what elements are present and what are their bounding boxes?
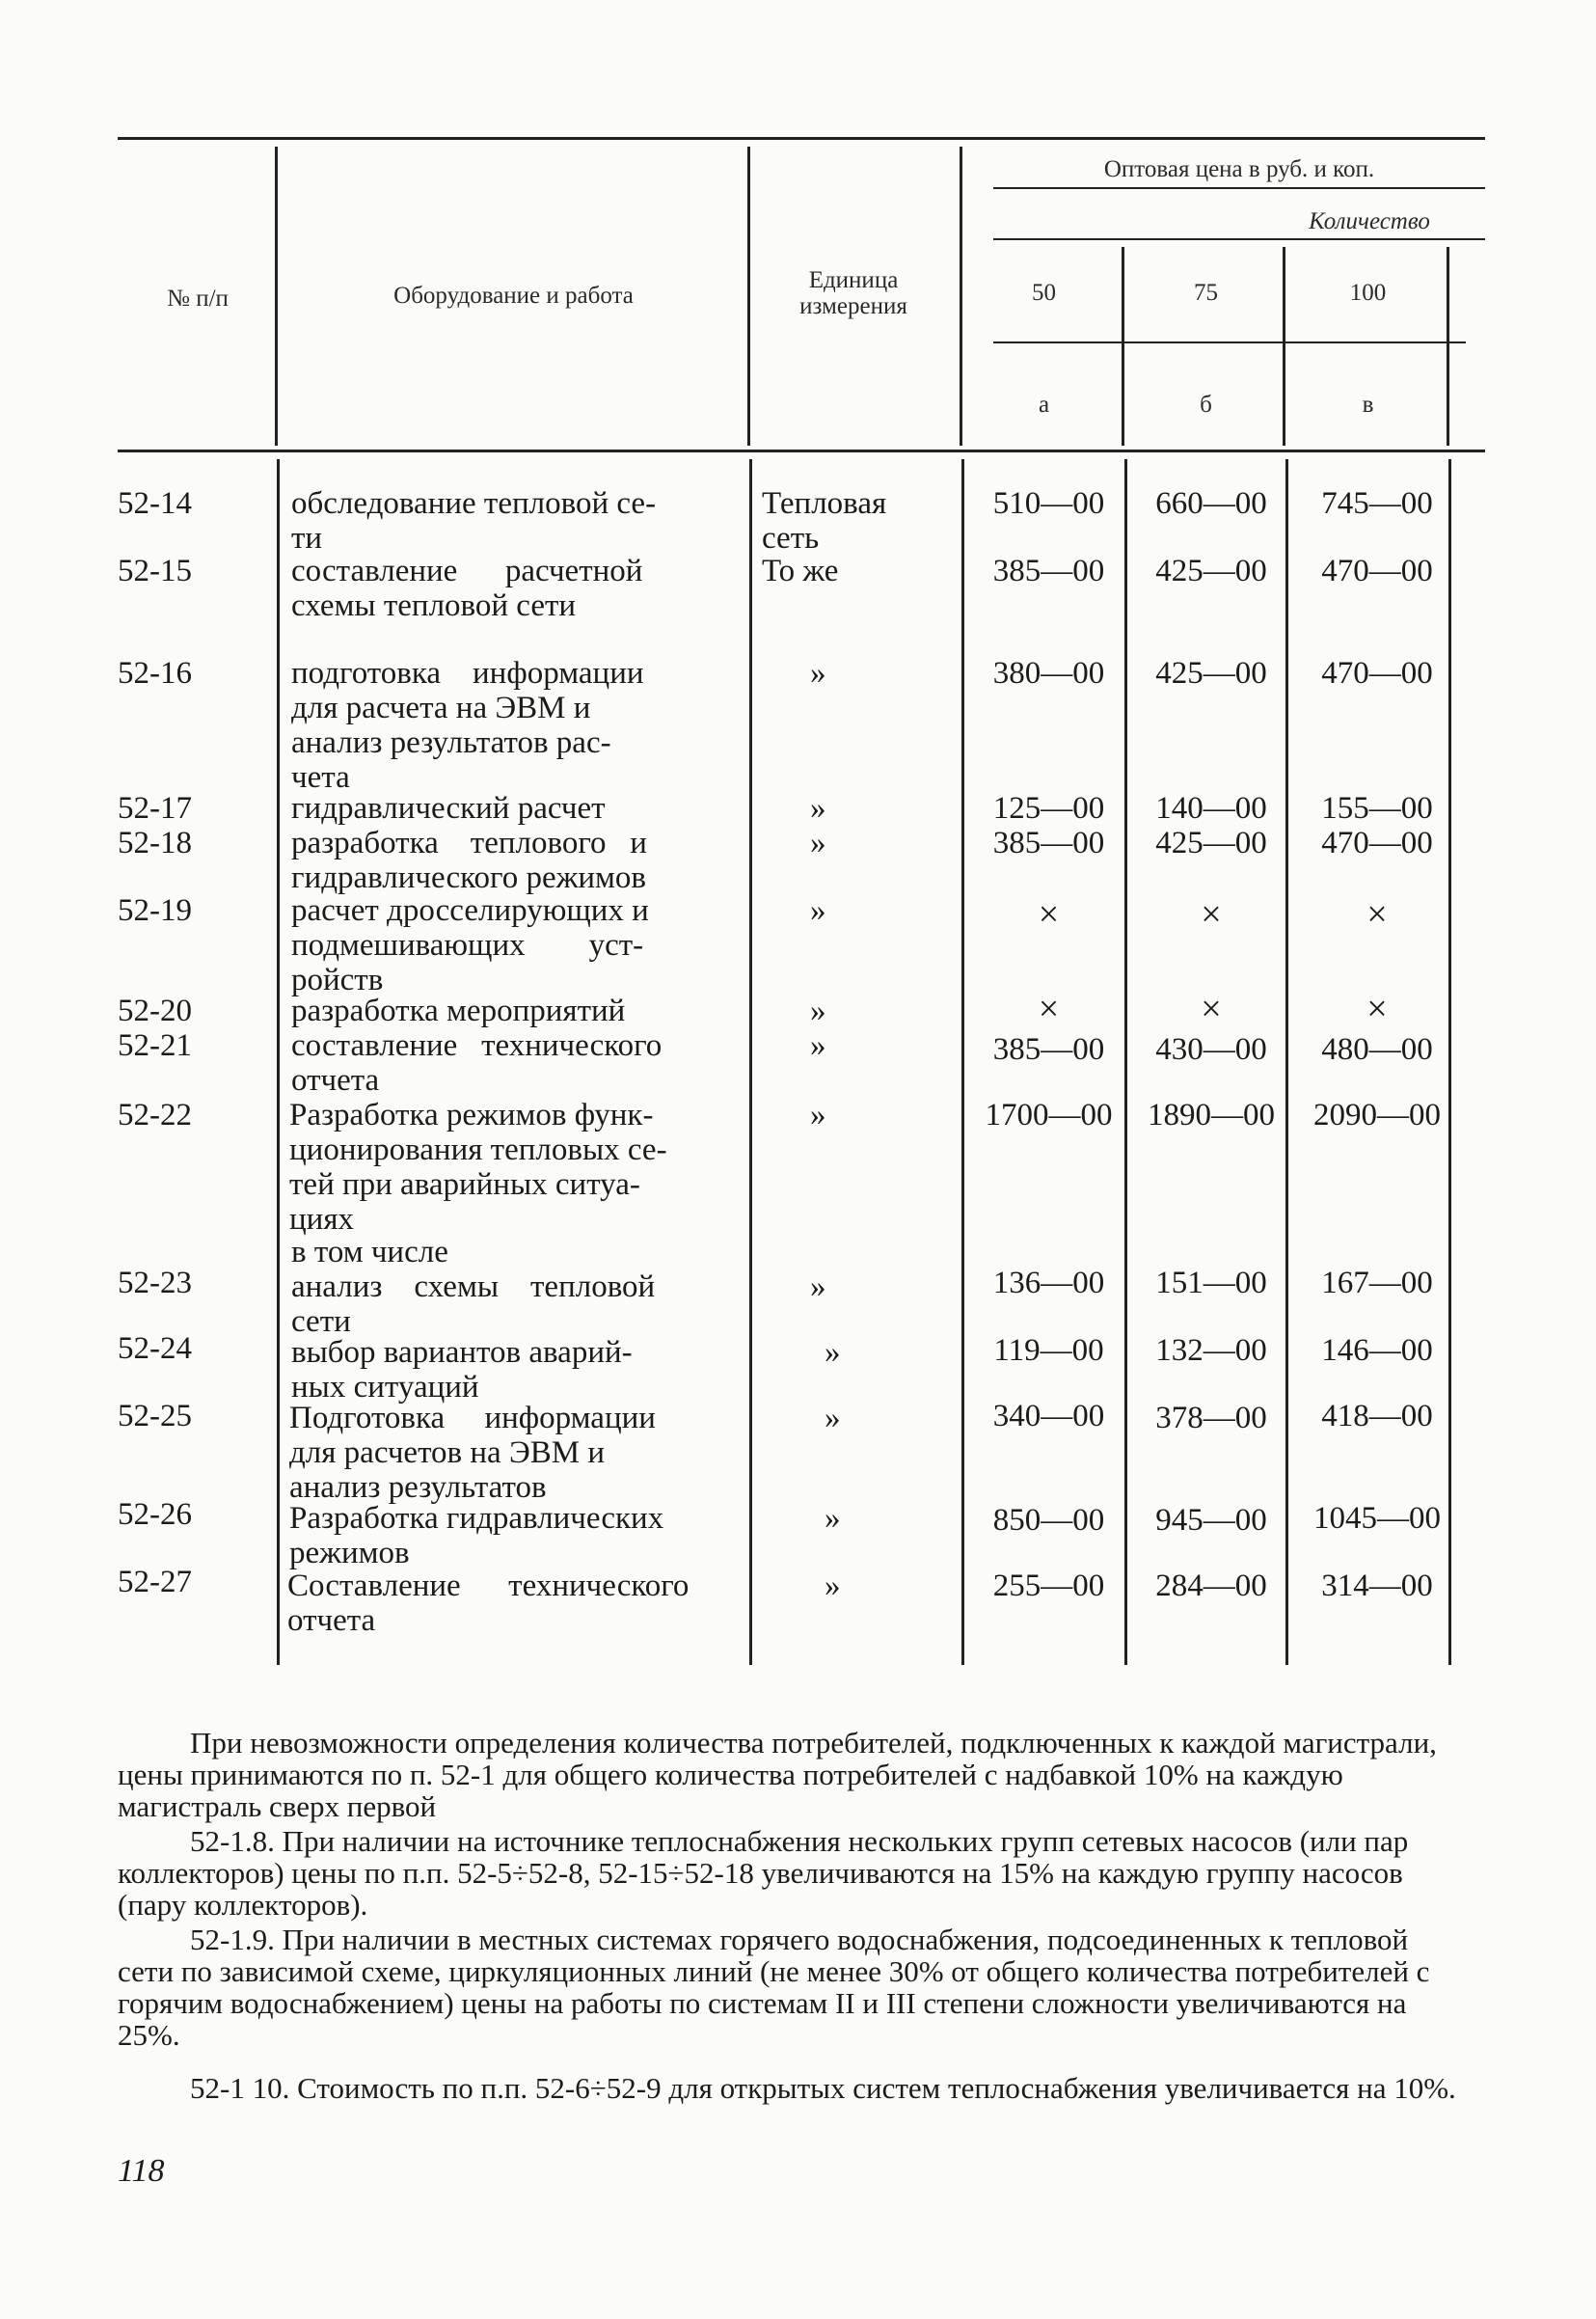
row-work: анализ схемы тепловой сети	[291, 1269, 656, 1339]
row-no: 52-19	[118, 893, 192, 928]
row-no: 52-22	[118, 1098, 192, 1132]
row-no: 52-23	[118, 1266, 192, 1300]
quantity-title-underline	[993, 238, 1485, 240]
row-unit: »	[825, 1335, 841, 1370]
row-work: подготовка информации для расчета на ЭВМ и анализ результатов рас- чета	[291, 656, 644, 795]
row-unit: »	[810, 791, 826, 826]
row-price-b: 378—00	[1155, 1401, 1267, 1435]
row-work: выбор вариантов аварий- ных ситуаций	[291, 1335, 633, 1405]
header-quantity-75: 75	[1194, 280, 1218, 306]
row-work: Разработка гидравлических режимов	[289, 1501, 664, 1570]
row-unit: »	[810, 1028, 826, 1063]
row-price-c: 470—00	[1321, 656, 1433, 691]
row-price-b: 425—00	[1155, 656, 1267, 691]
row-price-c: 155—00	[1321, 791, 1433, 826]
body-divider-3	[961, 459, 964, 1665]
row-price-a: 119—00	[993, 1333, 1104, 1368]
note-paragraph: 52-1.9. При наличии в местных системах горячего водоснабжения, подсоединенных к тепловой сети по зависимой схеме, циркуляционных линий (не менее 30% от общего количества потребителей с горячим водоснабжением) цены на работы по системам II и III степени сложности увеличиваются на 25%.	[118, 1923, 1430, 2052]
row-no: 52-18	[118, 826, 192, 860]
row-no: 52-16	[118, 656, 192, 691]
row-price-c: ×	[1366, 989, 1388, 1029]
row-price-c: 1045—00	[1313, 1501, 1441, 1536]
row-work: Разработка режимов функ- ционирования тепловых се- тей при аварийных ситуа- циях	[289, 1098, 667, 1237]
row-price-c: 418—00	[1321, 1399, 1433, 1433]
body-divider-1	[277, 459, 280, 1665]
row-work: разработка мероприятий	[291, 994, 626, 1028]
row-price-a: 510—00	[992, 486, 1105, 521]
row-work: расчет дросселирующих и подмешивающих уст- ройств	[291, 893, 649, 997]
header-divider-1	[275, 147, 278, 446]
header-letter-v: в	[1362, 392, 1374, 418]
row-unit: »	[825, 1569, 841, 1603]
row-unit: »	[810, 826, 826, 860]
row-price-c: 470—00	[1321, 554, 1433, 588]
row-price-b: 284—00	[1155, 1569, 1267, 1603]
page-number: 118	[118, 2153, 165, 2189]
row-unit: »	[810, 656, 826, 691]
row-no: 52-26	[118, 1497, 192, 1532]
header-price-title: Оптовая цена в руб. и коп.	[1103, 156, 1375, 182]
row-no: 52-25	[118, 1399, 192, 1433]
row-price-b: 430—00	[1155, 1032, 1267, 1067]
row-no: 52-20	[118, 994, 192, 1028]
row-price-c: 745—00	[1321, 486, 1433, 521]
row-price-b: 425—00	[1155, 554, 1267, 588]
header-bottom-rule	[118, 450, 1485, 452]
row-price-a: 385—00	[992, 554, 1105, 588]
row-price-c: 470—00	[1321, 826, 1433, 860]
header-quantity-title: Количество	[1309, 208, 1430, 234]
row-price-b: 660—00	[1155, 486, 1267, 521]
row-price-c: 314—00	[1321, 1569, 1433, 1603]
header-col-work: Оборудование и работа	[393, 283, 634, 309]
row-work: Подготовка информации для расчетов на ЭВМ и анализ результатов	[289, 1401, 656, 1505]
row-price-a: 385—00	[992, 826, 1105, 860]
header-divider-3	[960, 147, 962, 446]
header-quantity-100: 100	[1349, 280, 1387, 306]
row-price-b: 945—00	[1155, 1503, 1267, 1538]
price-title-underline	[993, 187, 1485, 189]
row-price-b: ×	[1201, 894, 1222, 935]
row-unit: Тепловая сеть	[762, 486, 887, 556]
row-price-b: 425—00	[1155, 826, 1267, 860]
row-price-b: ×	[1201, 989, 1222, 1029]
row-work: гидравлический расчет	[291, 791, 606, 826]
row-no: 52-21	[118, 1028, 192, 1063]
row-unit: »	[825, 1401, 841, 1435]
header-divider-2	[747, 147, 750, 446]
row-price-b: 132—00	[1155, 1333, 1267, 1368]
row-no: 52-17	[118, 791, 192, 826]
row-no: 52-15	[118, 554, 192, 588]
row-unit: »	[810, 994, 826, 1028]
row-price-c: 146—00	[1321, 1333, 1433, 1368]
table-top-rule	[118, 137, 1485, 140]
row-price-a: 380—00	[992, 656, 1105, 691]
row-price-a: 850—00	[992, 1503, 1105, 1538]
row-price-b: 140—00	[1155, 791, 1267, 826]
note-paragraph: 52-1 10. Стоимость по п.п. 52-6÷52-9 для открытых систем теплоснабжения увеличивается на 10%.	[190, 2071, 1456, 2105]
header-col-unit-line2: измерения	[799, 293, 907, 319]
row-price-a: 385—00	[992, 1032, 1105, 1067]
row-work: составление технического отчета	[291, 1028, 663, 1098]
row-unit: »	[810, 1098, 826, 1132]
row-price-b: 151—00	[1155, 1266, 1267, 1300]
row-price-a: 1700—00	[985, 1098, 1113, 1132]
row-work: разработка теплового и гидравлического режимов	[291, 826, 647, 895]
row-work: Составление технического отчета	[287, 1569, 690, 1638]
header-col-unit-line1: Единица	[808, 267, 899, 293]
row-unit: »	[825, 1501, 841, 1536]
row-unit: То же	[762, 554, 839, 588]
quantity-underline	[993, 341, 1466, 343]
row-price-c: 2090—00	[1313, 1098, 1441, 1132]
row-price-a: ×	[1038, 894, 1060, 935]
header-letter-b: б	[1200, 392, 1212, 418]
row-work-subheading: в том числе	[291, 1235, 448, 1269]
header-letter-a: а	[1038, 392, 1050, 418]
row-work: составление расчетной схемы тепловой сети	[291, 554, 643, 623]
row-work: обследование тепловой се- ти	[291, 486, 657, 556]
row-no: 52-27	[118, 1565, 192, 1599]
row-price-c: 167—00	[1321, 1266, 1433, 1300]
row-unit: »	[810, 893, 826, 928]
row-unit: »	[810, 1269, 826, 1304]
header-col-no: № п/п	[167, 286, 229, 312]
row-price-a: 136—00	[992, 1266, 1105, 1300]
header-quantity-50: 50	[1032, 280, 1056, 306]
note-paragraph: При невозможности определения количества потребителей, подключенных к каждой магистрали, цены принимаются по п. 52-1 для общего количества потребителей с надбавкой 10% на каждую магистраль сверх первой	[118, 1726, 1437, 1823]
row-price-a: 125—00	[992, 791, 1105, 826]
row-price-c: 480—00	[1321, 1032, 1433, 1067]
row-price-c: ×	[1366, 894, 1388, 935]
row-no: 52-14	[118, 486, 192, 521]
row-no: 52-24	[118, 1331, 192, 1366]
row-price-a: ×	[1038, 989, 1060, 1029]
row-price-a: 255—00	[992, 1569, 1105, 1603]
row-price-b: 1890—00	[1148, 1098, 1275, 1132]
row-price-a: 340—00	[992, 1399, 1105, 1433]
note-paragraph: 52-1.8. При наличии на источнике теплоснабжения нескольких групп сетевых насосов (или пар коллекторов) цены по п.п. 52-5÷52-8, 52-15÷52-18 увеличиваются на 15% на каждую группу насосов (пару коллекторов).	[118, 1824, 1409, 1922]
